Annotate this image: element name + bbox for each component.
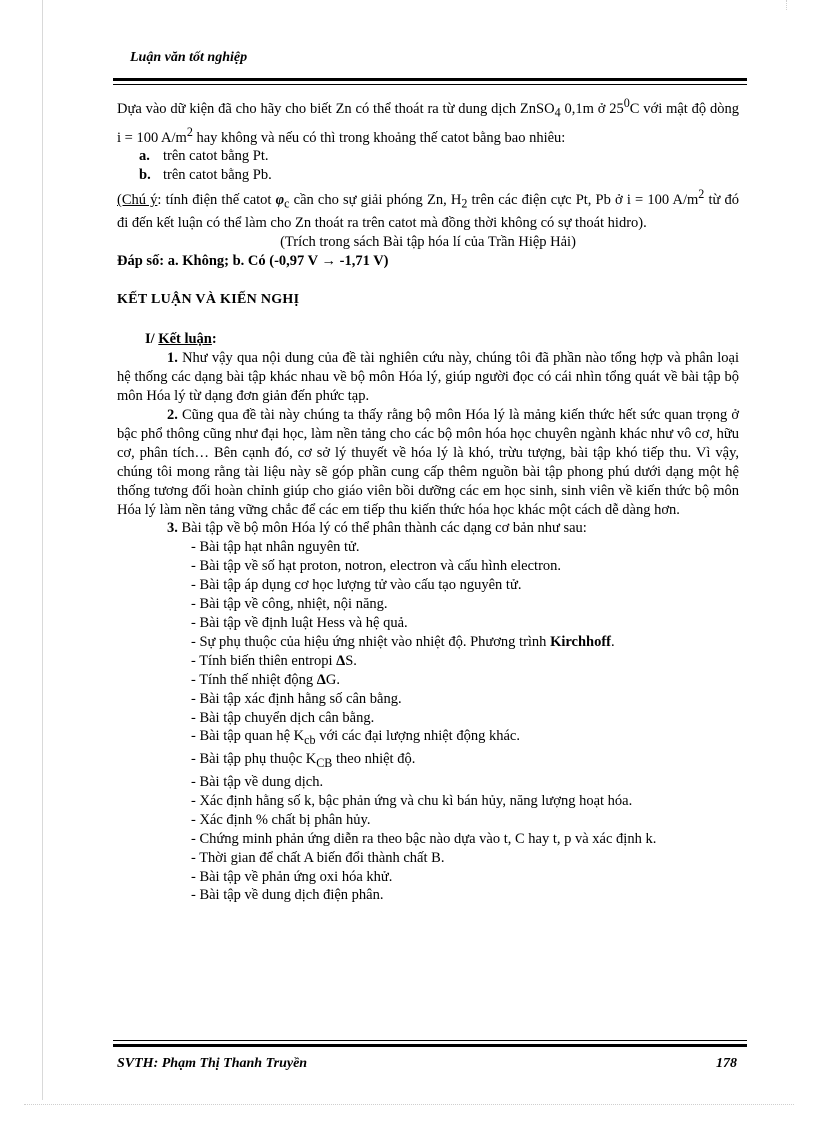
list-item: - Tính thế nhiệt động ΔG. (191, 671, 340, 688)
paragraph-3: 3. Bài tập về bộ môn Hóa lý có thể phân thành các dạng cơ bản như sau: (167, 520, 587, 537)
problem-source: (Trích trong sách Bài tập hóa lí của Trần Hiệp Hải) (280, 233, 576, 250)
list-item: - Bài tập về dung dịch. (191, 774, 324, 791)
page-frame-bottom-line (24, 1104, 794, 1105)
list-item: - Xác định % chất bị phân hủy. (191, 811, 371, 828)
list-item: - Bài tập về số hạt proton, notron, electron và cấu hình electron. (191, 558, 562, 575)
list-item: - Chứng minh phản ứng diễn ra theo bậc nào dựa vào t, C hay t, p và xác định k. (191, 830, 657, 847)
page-footer (117, 1056, 737, 1072)
paragraph-1: 1. Như vậy qua nội dung của đề tài nghiên cứu này, chúng tôi đã phần nào tổng hợp và phân loại hệ thống các dạng bài tập khác nhau về bộ môn Hóa lý, giúp người đọc có cái nhìn tổng quát về bài tập bộ môn Hóa lý từ dạng đơn giản đến phức tạp. (117, 350, 739, 405)
section-heading: I/ Kết luận: (145, 331, 217, 348)
list-item: - Bài tập hạt nhân nguyên tử. (191, 539, 360, 556)
section-title: KẾT LUẬN VÀ KIẾN NGHỊ (117, 291, 300, 307)
list-item: - Sự phụ thuộc của hiệu ứng nhiệt vào nhiệt độ. Phương trình Kirchhoff. (191, 633, 615, 650)
list-item: - Bài tập về công, nhiệt, nội năng. (191, 596, 388, 613)
running-header: Luận văn tốt nghiệp (130, 50, 248, 65)
header-rule-thin (113, 84, 747, 85)
problem-note: (Chú ý: tính điện thế catot $\varphi_c$ cần cho sự giải phóng Zn, $H_2$ trên các điện cực Pt, Pb ở i = 100 $A/m^2$ từ đó đi đến kết luận có thể làm cho Zn thoát ra trên catot mà đồng thời không có sự thoát hidro). (117, 187, 739, 231)
page-content (117, 94, 739, 905)
list-item: - Bài tập về phản ứng oxi hóa khử. (191, 868, 393, 885)
header-rule-thick (113, 78, 747, 81)
list-item: - Bài tập về định luật Hess và hệ quả. (191, 615, 408, 632)
list-item: - Bài tập xác định hằng số cân bằng. (191, 690, 402, 707)
list-item: - Bài tập quan hệ $K_{cb}$ với các đại lượng nhiệt động khác. (191, 728, 520, 748)
list-item: - Bài tập về dung dịch điện phân. (191, 887, 384, 904)
paragraph-2: 2. Cũng qua đề tài này chúng ta thấy rằng bộ môn Hóa lý là mảng kiến thức hết sức quan trọng ở bậc phổ thông cũng như đại học, làm nền tảng cho các bộ môn hóa học chuyên ngành khác như vô cơ, hữu cơ, phân tích… Bên cạnh đó, cơ sở lý thuyết về hóa lý là khó, trừu tượng, bài tập khó tiếp thu. Vì vậy, chúng tôi mong rằng tài liệu này sẽ góp phần cung cấp thêm nguồn bài tập phong phú dưới dạng một hệ thống tương đối hoàn chỉnh giúp cho giáo viên bồi dưỡng các em học sinh, sinh viên về kiến thức bộ môn Hóa lý làm nền tảng vững chắc để các em tiếp thu kiến thức hóa học khác một cách dễ dàng hơn. (117, 407, 739, 518)
list-item: - Bài tập áp dụng cơ học lượng tử vào cấu tạo nguyên tử. (191, 577, 522, 594)
page-number: 178 (716, 1056, 737, 1071)
footer-author: SVTH: Phạm Thị Thanh Truyền (117, 1056, 308, 1071)
list-item: - Xác định hằng số k, bậc phản ứng và chu kì bán hủy, năng lượng hoạt hóa. (191, 792, 633, 809)
list-item: - Bài tập chuyển dịch cân bằng. (191, 709, 375, 726)
list-item: - Thời gian để chất A biến đổi thành chất B. (191, 849, 445, 866)
list-item: - Tính biến thiên entropi ΔS. (191, 652, 357, 669)
page-frame-left-line (42, 0, 43, 1100)
list-item: - Bài tập phụ thuộc $K_{CB}$ theo nhiệt độ. (191, 751, 416, 771)
option-b: b. trên catot bằng Pb. (139, 167, 272, 184)
page-frame-corner-mark (786, 0, 787, 10)
footer-rule-thin (113, 1040, 747, 1041)
option-a: a. trên catot bằng Pt. (139, 148, 269, 165)
problem-statement: Dựa vào dữ kiện đã cho hãy cho biết Zn có thể thoát ra từ dung dịch ZnSO$_4$ 0,1m ở $25^0C$ với mật độ dòng i = 100 $A/m^2$ hay không và nếu có thì trong khoảng thế catot bằng bao nhiêu: (117, 96, 739, 146)
problem-answer: Đáp số: a. Không; b. Có (-0,97 V → -1,71 V) (117, 252, 389, 269)
footer-rule-thick (113, 1044, 747, 1047)
